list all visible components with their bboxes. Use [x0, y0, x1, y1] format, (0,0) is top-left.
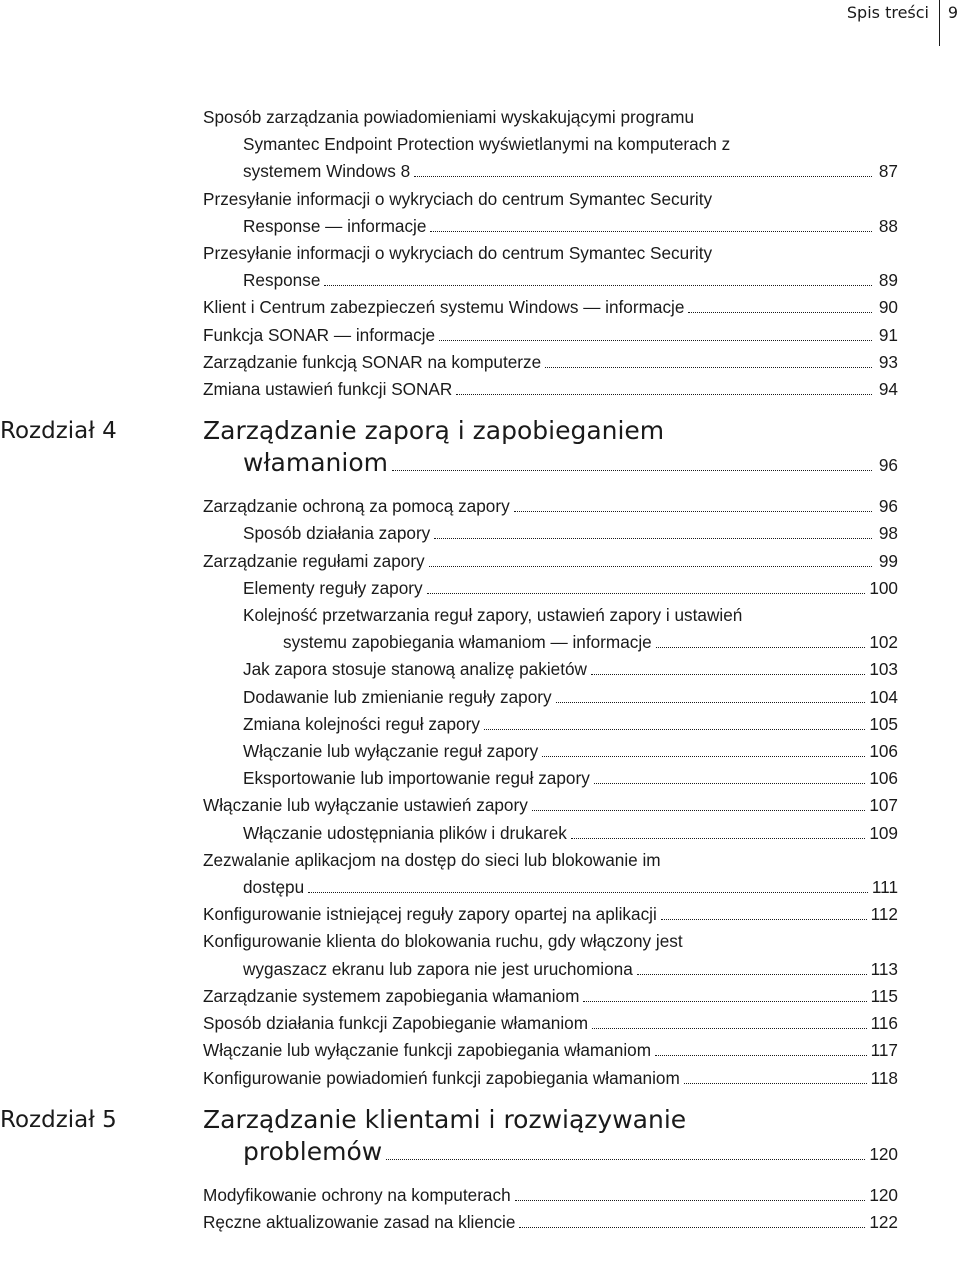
dot-leader [661, 919, 867, 920]
page-number: 9 [947, 3, 958, 22]
toc-entry-text: Symantec Endpoint Protection wyświetlanymi na komputerach z [243, 134, 731, 155]
toc-entry[interactable] [203, 376, 898, 403]
chapter-4 [0, 415, 898, 481]
toc-entry-text: Zarządzanie regułami zapory [203, 550, 425, 571]
dot-leader [655, 1055, 867, 1056]
toc-entry-text: Klient i Centrum zabezpieczeń systemu Windows — informacje [203, 297, 685, 318]
dot-leader [324, 285, 872, 286]
chapter-5 [0, 1104, 898, 1170]
toc-entry-page: 120 [869, 1184, 898, 1205]
toc-entry-text: Zarządzanie funkcją SONAR na komputerze [203, 351, 542, 372]
toc-entry-text: Dodawanie lub zmienianie reguły zapory [243, 686, 552, 707]
toc-entry[interactable] [203, 1037, 898, 1064]
toc-entry-page: 106 [869, 768, 898, 789]
chapter-title-line-1: Zarządzanie zaporą i zapobieganiem [203, 416, 665, 446]
toc-entry-text: Zmiana ustawień funkcji SONAR [203, 379, 453, 400]
toc-entry-text: Response — informacje [243, 215, 427, 236]
toc-entry-page: 105 [869, 713, 898, 734]
toc-entry-text: Konfigurowanie klienta do blokowania ruchu, gdy włączony jest [203, 931, 683, 952]
dot-leader [392, 470, 872, 471]
toc-entry-text: Sposób zarządzania powiadomieniami wyskakującymi programu [203, 107, 695, 127]
toc-entry[interactable] [203, 349, 898, 376]
toc-entry-page: 111 [871, 877, 898, 898]
toc-entry-text: dostępu [243, 877, 305, 898]
section-title: Spis treści [846, 3, 929, 22]
dot-leader [542, 756, 865, 757]
toc-entry[interactable] [203, 602, 898, 656]
toc-entry-text: Zarządzanie systemem zapobiegania włamaniom [203, 985, 580, 1006]
dot-leader [308, 892, 868, 893]
toc-entry-text: Przesyłanie informacji o wykryciach do centrum Symantec Security [203, 188, 713, 209]
toc-entry-page: 94 [878, 379, 898, 400]
toc-entry-text: Włączanie udostępniania plików i drukarek [243, 822, 567, 843]
toc-entry-page: 99 [878, 550, 898, 571]
dot-leader [430, 231, 872, 232]
dot-leader [545, 367, 872, 368]
toc-block-1 [203, 104, 898, 403]
toc-entry-text: Ręczne aktualizowanie zasad na kliencie [203, 1211, 516, 1232]
chapter-title-line-2: problemów [243, 1136, 383, 1166]
dot-leader [556, 702, 866, 703]
toc-entry[interactable] [203, 240, 898, 294]
toc-entry-page: 117 [870, 1040, 898, 1061]
toc-entry-text: Zarządzanie ochroną za pomocą zapory [203, 496, 510, 517]
toc-entry-text: Funkcja SONAR — informacje [203, 324, 436, 345]
toc-entry[interactable] [203, 322, 898, 349]
toc-entry-text: systemem Windows 8 [243, 161, 411, 182]
toc-entry[interactable] [203, 738, 898, 765]
dot-leader [656, 647, 866, 648]
dot-leader [386, 1159, 865, 1160]
toc-entry-text: Przesyłanie informacji o wykryciach do centrum Symantec Security [203, 243, 713, 264]
toc-entry-text: Włączanie lub wyłączanie ustawień zapory [203, 795, 528, 816]
toc-entry[interactable] [203, 1065, 898, 1092]
dot-leader [414, 176, 872, 177]
toc-block-2 [203, 493, 898, 1091]
chapter-label: Rozdział 4 [0, 418, 117, 445]
toc-entry-text: wygaszacz ekranu lub zapora nie jest uruchomiona [243, 958, 633, 979]
toc-entry-page: 89 [878, 270, 898, 291]
toc-entry-page: 102 [869, 632, 898, 653]
dot-leader [583, 1001, 866, 1002]
toc-entry-page: 98 [878, 523, 898, 544]
table-of-contents [0, 104, 898, 1236]
chapter-title[interactable] [203, 1104, 898, 1170]
toc-entry-page: 103 [869, 659, 898, 680]
toc-entry-text: Sposób działania zapory [243, 523, 431, 544]
toc-entry[interactable] [203, 1010, 898, 1037]
toc-entry[interactable] [203, 656, 898, 683]
toc-entry[interactable] [203, 493, 898, 520]
toc-entry-text: Elementy reguły zapory [243, 577, 423, 598]
dot-leader [592, 1028, 867, 1029]
dot-leader [456, 394, 872, 395]
dot-leader [532, 810, 866, 811]
dot-leader [637, 974, 867, 975]
dot-leader [519, 1227, 865, 1228]
toc-entry-page: 93 [878, 351, 898, 372]
dot-leader [515, 1200, 866, 1201]
dot-leader [571, 838, 865, 839]
dot-leader [434, 538, 872, 539]
toc-entry[interactable] [203, 765, 898, 792]
dot-leader [688, 312, 872, 313]
toc-entry[interactable] [203, 983, 898, 1010]
dot-leader [484, 729, 865, 730]
chapter-title[interactable] [203, 415, 898, 481]
toc-entry-text: Konfigurowanie powiadomień funkcji zapobiegania włamaniom [203, 1067, 680, 1088]
toc-entry[interactable] [203, 684, 898, 711]
toc-entry[interactable] [203, 575, 898, 602]
toc-entry-page: 96 [878, 496, 898, 517]
toc-entry-page: 100 [869, 577, 898, 598]
toc-entry[interactable] [203, 548, 898, 575]
chapter-title-line-2: włamaniom [243, 448, 388, 478]
toc-entry-page: 107 [869, 795, 898, 816]
toc-entry-page: 115 [870, 985, 898, 1006]
dot-leader [439, 340, 872, 341]
toc-entry-page: 106 [869, 741, 898, 762]
toc-entry[interactable] [203, 901, 898, 928]
toc-entry[interactable] [203, 792, 898, 819]
toc-entry-text: Zezwalanie aplikacjom na dostęp do sieci lub blokowanie im [203, 849, 661, 870]
toc-entry-text: Włączanie lub wyłączanie reguł zapory [243, 741, 539, 762]
toc-entry-page: 90 [878, 297, 898, 318]
toc-entry[interactable] [203, 1209, 898, 1236]
toc-entry-page: 109 [869, 822, 898, 843]
toc-entry-text: Włączanie lub wyłączanie funkcji zapobiegania włamaniom [203, 1040, 652, 1061]
chapter-label: Rozdział 5 [0, 1106, 117, 1133]
dot-leader [429, 566, 872, 567]
toc-entry-page: 104 [869, 686, 898, 707]
toc-entry[interactable] [203, 520, 898, 547]
dot-leader [591, 674, 865, 675]
toc-entry-page: 91 [878, 324, 898, 345]
toc-entry[interactable] [203, 294, 898, 321]
toc-entry[interactable] [203, 104, 898, 186]
toc-entry[interactable] [203, 928, 898, 982]
dot-leader [684, 1083, 867, 1084]
header-divider [939, 0, 940, 46]
toc-entry[interactable] [203, 186, 898, 240]
toc-entry-page: 87 [878, 161, 898, 182]
dot-leader [514, 511, 872, 512]
toc-entry-page: 88 [878, 215, 898, 236]
toc-entry-text: systemu zapobiegania włamaniom — informacje [283, 632, 652, 653]
toc-entry[interactable] [203, 847, 898, 901]
toc-entry-text: Konfigurowanie istniejącej reguły zapory opartej na aplikacji [203, 904, 657, 925]
toc-entry-text: Jak zapora stosuje stanową analizę pakietów [243, 659, 587, 680]
toc-entry[interactable] [203, 1182, 898, 1209]
toc-entry-text: Zmiana kolejności reguł zapory [243, 713, 480, 734]
chapter-page: 120 [869, 1143, 898, 1164]
toc-entry-page: 122 [869, 1211, 898, 1232]
toc-entry-page: 113 [870, 958, 898, 979]
toc-entry[interactable] [203, 711, 898, 738]
chapter-title-line-1: Zarządzanie klientami i rozwiązywanie [203, 1104, 687, 1134]
dot-leader [594, 783, 866, 784]
dot-leader [427, 593, 866, 594]
toc-entry-text: Sposób działania funkcji Zapobieganie włamaniom [203, 1013, 589, 1034]
toc-entry-text: Eksportowanie lub importowanie reguł zapory [243, 768, 590, 789]
toc-entry[interactable] [203, 820, 898, 847]
toc-block-3 [203, 1182, 898, 1236]
toc-entry-page: 116 [870, 1013, 898, 1034]
toc-entry-text: Kolejność przetwarzania reguł zapory, ustawień zapory i ustawień [243, 605, 743, 626]
toc-entry-text: Modyfikowanie ochrony na komputerach [203, 1184, 511, 1205]
toc-entry-page: 112 [870, 904, 898, 925]
toc-entry-page: 118 [870, 1067, 898, 1088]
chapter-page: 96 [878, 455, 898, 476]
toc-entry-text: Response [243, 270, 321, 291]
